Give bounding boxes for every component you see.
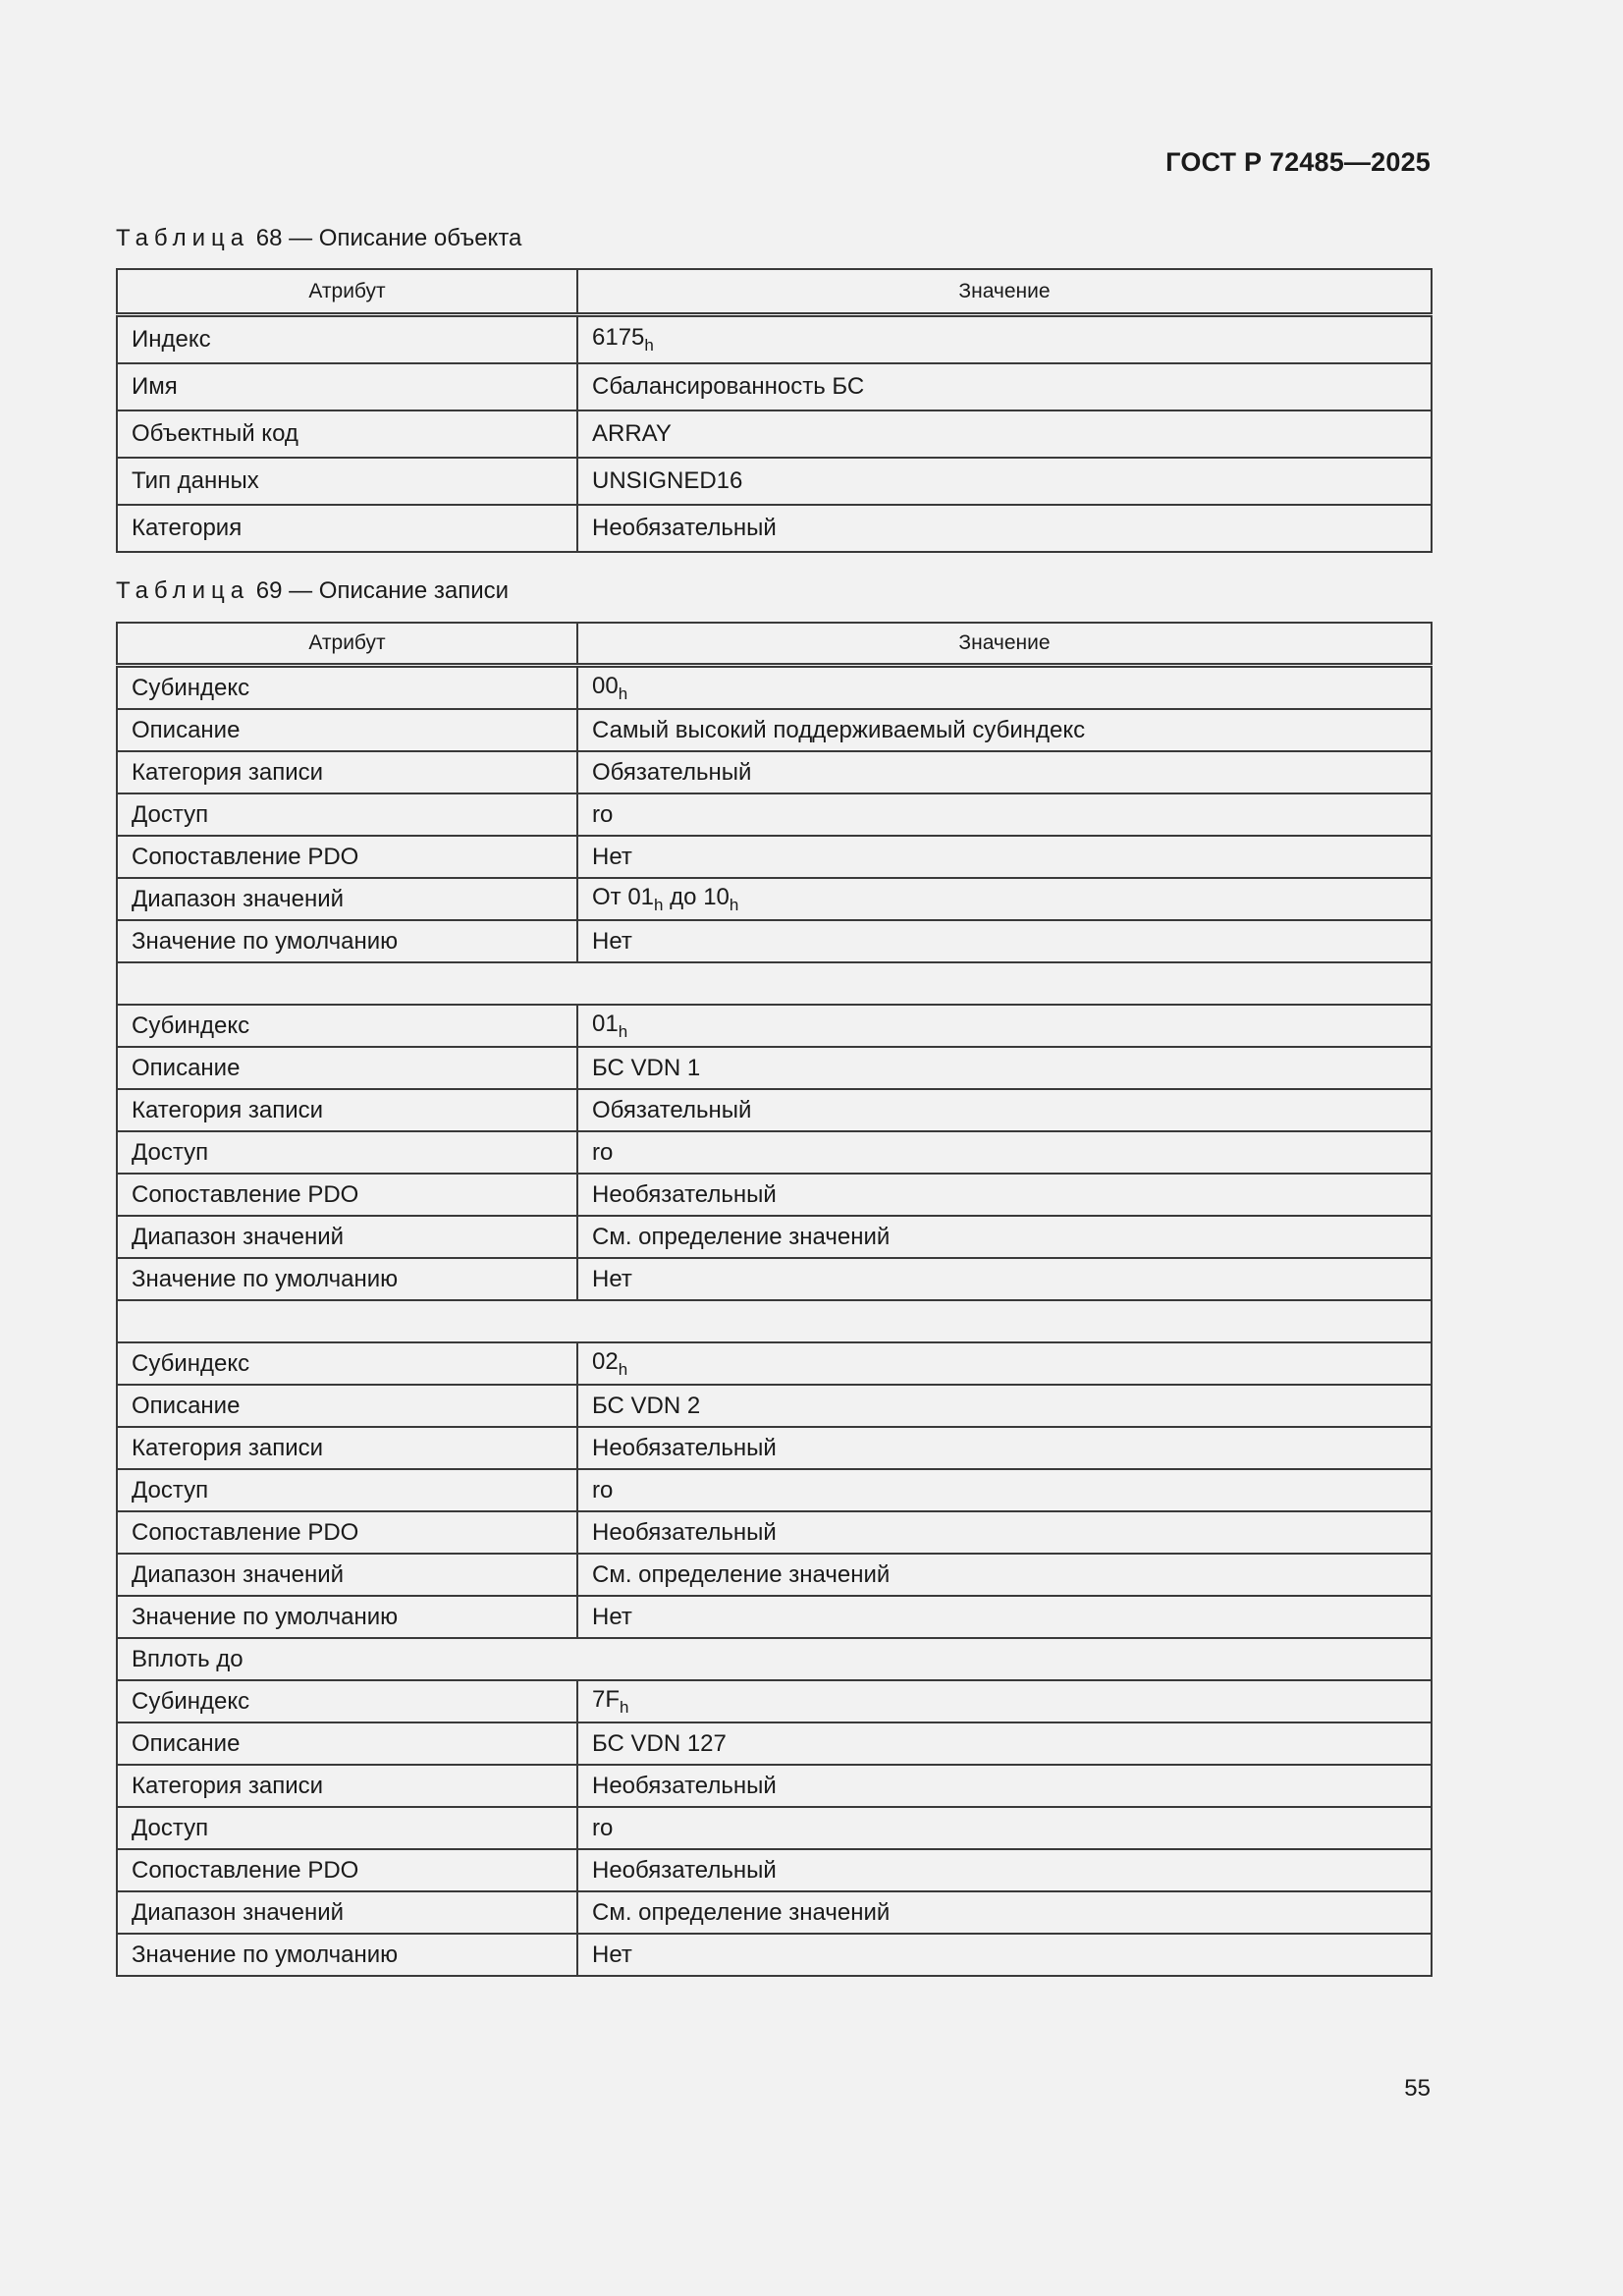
table-row [117, 1258, 1432, 1300]
value-text: Обязательный [592, 1096, 752, 1123]
group-separator-row [117, 1638, 1432, 1680]
table-row [117, 793, 1432, 836]
table-row [117, 1849, 1432, 1891]
attribute-cell: Категория записи [117, 1765, 577, 1807]
attribute-cell: Объектный код [117, 410, 577, 458]
value-cell [577, 315, 1432, 364]
table-row [117, 1807, 1432, 1849]
attribute-cell: Диапазон значений [117, 1891, 577, 1934]
value-text: ro [592, 1138, 614, 1166]
table-row [117, 751, 1432, 793]
value-cell [577, 1511, 1432, 1554]
value-text: БС VDN 127 [592, 1729, 727, 1757]
table-row [117, 1680, 1432, 1722]
value-text: 01 [592, 1010, 619, 1037]
group-separator-row [117, 1300, 1432, 1342]
value-cell [577, 666, 1432, 710]
value-subscript: h [620, 1697, 629, 1717]
table-row [117, 1342, 1432, 1385]
attribute-cell: Имя [117, 363, 577, 410]
table-row [117, 1511, 1432, 1554]
attribute-cell: Описание [117, 1047, 577, 1089]
attribute-cell: Субиндекс [117, 1342, 577, 1385]
table-row [117, 1427, 1432, 1469]
separator-cell: Вплоть до [117, 1638, 1432, 1680]
value-cell [577, 363, 1432, 410]
value-text: 02 [592, 1347, 619, 1375]
table-row [117, 1089, 1432, 1131]
attribute-cell: Сопоставление PDO [117, 1511, 577, 1554]
value-text: Нет [592, 1265, 632, 1292]
object-description-table [116, 268, 1433, 553]
attribute-cell: Субиндекс [117, 1680, 577, 1722]
value-cell [577, 1174, 1432, 1216]
attribute-cell: Диапазон значений [117, 1554, 577, 1596]
value-subscript: h [618, 1021, 628, 1041]
table-row [117, 410, 1432, 458]
value-text: Необязательный [592, 1856, 777, 1884]
value-cell [577, 920, 1432, 962]
attribute-cell: Описание [117, 1385, 577, 1427]
value-cell [577, 1047, 1432, 1089]
value-subscript: h [729, 895, 739, 914]
table-row [117, 878, 1432, 920]
attribute-cell: Категория записи [117, 1089, 577, 1131]
value-cell [577, 1005, 1432, 1047]
value-text: Сбалансированность БС [592, 373, 865, 400]
value-text: От 01 [592, 883, 655, 910]
value-text: Необязательный [592, 515, 777, 541]
caption-word: Таблица [116, 577, 250, 604]
attribute-cell: Диапазон значений [117, 1216, 577, 1258]
column-header-attribute: Атрибут [117, 269, 577, 315]
entry-description-table [116, 622, 1433, 1977]
caption-word: Таблица [116, 225, 250, 251]
value-cell [577, 793, 1432, 836]
attribute-cell: Сопоставление PDO [117, 1849, 577, 1891]
value-cell [577, 1385, 1432, 1427]
value-text: ro [592, 1476, 614, 1503]
value-text: Нет [592, 1603, 632, 1630]
table-69-caption [116, 577, 509, 605]
attribute-cell: Диапазон значений [117, 878, 577, 920]
attribute-cell: Значение по умолчанию [117, 1258, 577, 1300]
attribute-cell: Субиндекс [117, 666, 577, 710]
attribute-cell: Описание [117, 1722, 577, 1765]
value-cell [577, 878, 1432, 920]
attribute-cell: Доступ [117, 1807, 577, 1849]
value-text: 7F [592, 1685, 621, 1713]
separator-cell [117, 1300, 1432, 1342]
value-text: См. определение значений [592, 1560, 891, 1588]
table-row [117, 315, 1432, 364]
attribute-cell: Сопоставление PDO [117, 836, 577, 878]
column-header-value: Значение [577, 269, 1432, 315]
attribute-cell: Значение по умолчанию [117, 1596, 577, 1638]
value-cell [577, 1554, 1432, 1596]
value-text: Нет [592, 843, 632, 870]
value-cell [577, 1807, 1432, 1849]
value-cell [577, 1765, 1432, 1807]
value-text: Необязательный [592, 1434, 777, 1461]
value-cell [577, 1934, 1432, 1976]
value-text: Необязательный [592, 1180, 777, 1208]
table-row [117, 1934, 1432, 1976]
value-text: См. определение значений [592, 1223, 891, 1250]
table-row [117, 709, 1432, 751]
table-row [117, 1891, 1432, 1934]
value-cell [577, 1342, 1432, 1385]
table-row [117, 836, 1432, 878]
table-row [117, 1047, 1432, 1089]
table-row [117, 1469, 1432, 1511]
attribute-cell: Доступ [117, 1469, 577, 1511]
page-number: 55 [1404, 2075, 1431, 2102]
attribute-cell: Доступ [117, 1131, 577, 1174]
value-text: ro [592, 800, 614, 828]
table-row [117, 505, 1432, 552]
value-cell [577, 1680, 1432, 1722]
column-header-value: Значение [577, 623, 1432, 666]
table-row [117, 1722, 1432, 1765]
table-row [117, 1765, 1432, 1807]
attribute-cell: Сопоставление PDO [117, 1174, 577, 1216]
table-row [117, 363, 1432, 410]
table-row [117, 920, 1432, 962]
table-row [117, 1216, 1432, 1258]
table-row [117, 1385, 1432, 1427]
value-text: Необязательный [592, 1772, 777, 1799]
value-text: 6175 [592, 324, 645, 351]
value-text: Необязательный [592, 1518, 777, 1546]
value-cell [577, 1131, 1432, 1174]
table-row [117, 666, 1432, 710]
attribute-cell: Категория записи [117, 751, 577, 793]
value-text: ro [592, 1814, 614, 1841]
value-subscript: h [618, 1359, 628, 1379]
value-text: до 10 [663, 883, 730, 910]
value-cell [577, 836, 1432, 878]
document-code: ГОСТ Р 72485—2025 [1165, 147, 1431, 177]
table-row [117, 1131, 1432, 1174]
value-cell [577, 1216, 1432, 1258]
attribute-cell: Категория записи [117, 1427, 577, 1469]
caption-text: 68 — Описание объекта [249, 225, 522, 251]
column-header-attribute: Атрибут [117, 623, 577, 666]
value-cell [577, 1891, 1432, 1934]
table-row [117, 1174, 1432, 1216]
value-text: БС VDN 1 [592, 1054, 701, 1081]
value-cell [577, 709, 1432, 751]
attribute-cell: Описание [117, 709, 577, 751]
value-cell [577, 1849, 1432, 1891]
attribute-cell: Значение по умолчанию [117, 920, 577, 962]
value-text: Нет [592, 927, 632, 955]
table-row [117, 458, 1432, 505]
value-cell [577, 1596, 1432, 1638]
value-cell [577, 1089, 1432, 1131]
value-cell [577, 1469, 1432, 1511]
value-subscript: h [654, 895, 664, 914]
value-text: Нет [592, 1941, 632, 1968]
value-cell [577, 1427, 1432, 1469]
value-cell [577, 1258, 1432, 1300]
value-cell [577, 410, 1432, 458]
attribute-cell: Тип данных [117, 458, 577, 505]
group-separator-row [117, 962, 1432, 1005]
separator-cell [117, 962, 1432, 1005]
attribute-cell: Значение по умолчанию [117, 1934, 577, 1976]
value-text: UNSIGNED16 [592, 467, 743, 494]
table-row [117, 1596, 1432, 1638]
value-cell [577, 458, 1432, 505]
value-text: БС VDN 2 [592, 1392, 701, 1419]
value-text: 00 [592, 672, 619, 699]
value-text: Обязательный [592, 758, 752, 786]
value-cell [577, 751, 1432, 793]
value-text: ARRAY [592, 420, 672, 447]
value-text: Самый высокий поддерживаемый субиндекс [592, 716, 1086, 743]
value-cell [577, 505, 1432, 552]
caption-text: 69 — Описание записи [249, 577, 510, 604]
value-subscript: h [618, 683, 628, 703]
table-row [117, 1005, 1432, 1047]
value-cell [577, 1722, 1432, 1765]
attribute-cell: Субиндекс [117, 1005, 577, 1047]
attribute-cell: Индекс [117, 315, 577, 364]
table-68-caption [116, 225, 521, 252]
table-row [117, 1554, 1432, 1596]
attribute-cell: Доступ [117, 793, 577, 836]
attribute-cell: Категория [117, 505, 577, 552]
value-subscript: h [644, 336, 654, 355]
value-text: См. определение значений [592, 1898, 891, 1926]
